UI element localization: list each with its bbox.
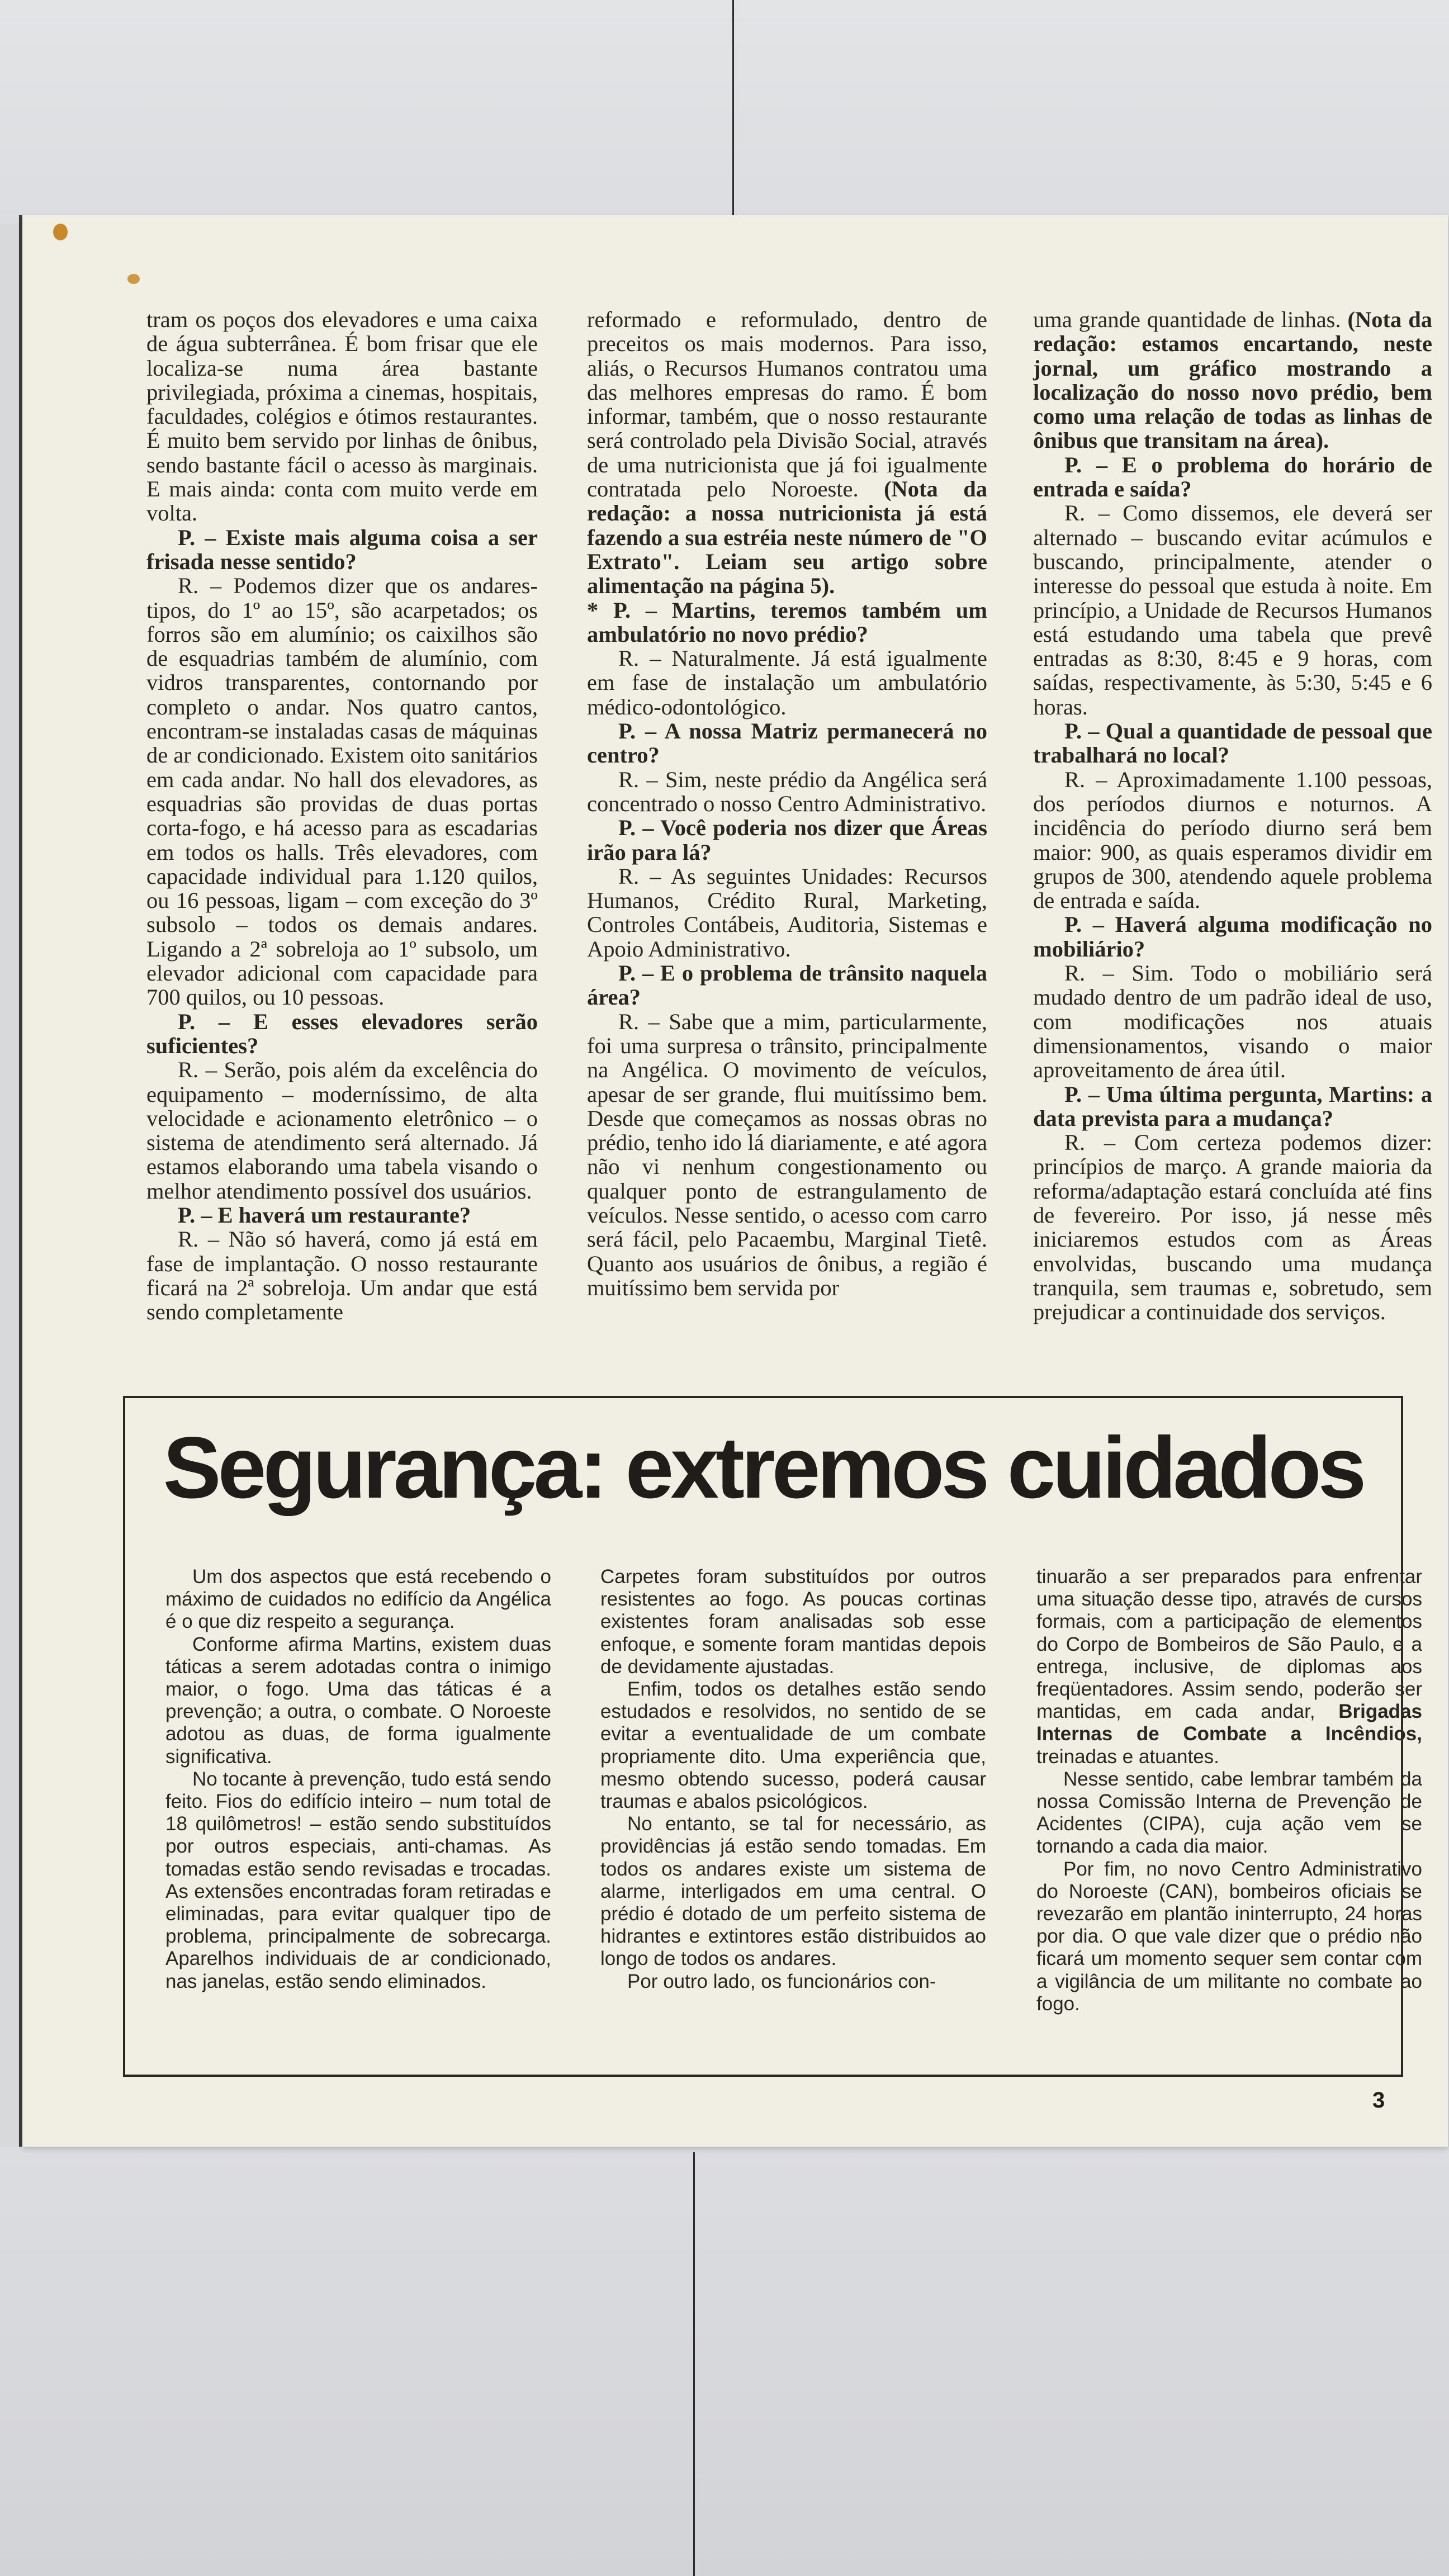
question-text: P. – A nossa Matriz permanecerá no centro? (587, 718, 987, 768)
paragraph (587, 864, 987, 961)
column-2-opening (587, 307, 987, 598)
paragraph-text: No entanto, se tal for necessário, as providências já estão sendo tomadas. Em todos os andares existe um sistema de alarme, interligados em uma central. O prédio é dotado de um perfeito sistema de hidrantes e extintores estão distribuidos ao longo de todos os andares. (600, 1813, 986, 1970)
box-column-1 (165, 1566, 551, 1993)
paragraph (587, 1010, 987, 1300)
paragraph (146, 1010, 538, 1058)
question-text: P. – Uma última pergunta, Martins: a data prevista para a mudança? (1033, 1081, 1432, 1131)
paragraph-text: Nesse sentido, cabe lembrar também da nossa Comissão Interna de Prevenção de Acidentes (CIPA), cuja ação vem se tornando a cada dia maior. (1036, 1768, 1422, 1858)
paragraph (146, 574, 538, 1009)
box-column-3-opening (1036, 1566, 1422, 1768)
article-column-3 (1033, 307, 1432, 1324)
question-text: P. – E o problema de trânsito naquela área? (587, 960, 987, 1010)
paragraph (600, 1971, 986, 1993)
question-text: P. – Qual a quantidade de pessoal que trabalhará no local? (1033, 718, 1432, 768)
paragraph (1033, 961, 1432, 1082)
box-column-2 (600, 1566, 986, 1993)
paragraph (146, 525, 538, 574)
paragraph-text: Conforme afirma Martins, existem duas táticas a serem adotadas contra o inimigo maior, o fogo. Uma das táticas é a prevenção; a outra, o combate. O Noroeste adotou as duas, de forma igualmente significativa. (165, 1633, 551, 1768)
paragraph-text: Por outro lado, os funcionários con- (627, 1970, 936, 1992)
paragraph-text: R. – As seguintes Unidades: Recursos Humanos, Crédito Rural, Marketing, Controles Contábeis, Auditoria, Sistemas e Apoio Administrativo. (587, 863, 987, 962)
paragraph-text: R. – Sabe que a mim, particularmente, foi uma surpresa o trânsito, principalmente na Angélica. O movimento de veículos, apesar de ser grande, flui muitíssimo bem. Desde que começamos as nossas obras no prédio, tenho ido lá diariamente, e até agora não vi nenhum congestionamento ou qualquer ponto de estrangulamento de veículos. Nesse sentido, o acesso com carro será fácil, pelo Pacaembu, Marginal Tietê. Quanto aos usuários de ônibus, a região é muitíssimo bem servida por (587, 1008, 987, 1300)
paragraph (1033, 768, 1432, 913)
question-text: P. – Você poderia nos dizer que Áreas irão para lá? (587, 815, 987, 865)
paragraph (165, 1566, 551, 1633)
paragraph (146, 1058, 538, 1203)
paragraph-text: R. – Serão, pois além da excelência do equipamento – moderníssimo, de alta velocidade e acionamento eletrônico – o sistema de atendimento será alternado. Já estamos elaborando uma tabela visando o melhor atendimento possível dos usuários. (146, 1057, 538, 1204)
paragraph (1033, 912, 1432, 961)
question-text: P. – Existe mais alguma coisa a ser frisada nesse sentido? (146, 524, 538, 574)
question-text: P. – E haverá um restaurante? (178, 1202, 471, 1228)
paragraph (1033, 501, 1432, 719)
paragraph (165, 1633, 551, 1768)
question-text: * P. – Martins, teremos também um ambulatório no novo prédio? (587, 597, 987, 647)
paragraph-text: Carpetes foram substituídos por outros resistentes ao fogo. As poucas cortinas existentes foram analisadas sob esse enfoque, e somente foram mantidas depois de devidamente ajustadas. (600, 1566, 986, 1678)
paragraph-text: R. – Com certeza podemos dizer: princípios de março. A grande maioria da reforma/adaptação estará concluída até fins de fevereiro. Por isso, já nesse mês iniciaremos estudos com as Áreas envolvidas, buscando uma mudança tranquila, sem traumas e, sobretudo, sem prejudicar a continuidade dos serviços. (1033, 1130, 1432, 1325)
paragraph (1033, 453, 1432, 501)
question-text: P. – Haverá alguma modificação no mobiliário? (1033, 912, 1432, 962)
wall-divider-line-lower (693, 2152, 695, 2576)
paragraph (1036, 1768, 1422, 1858)
paragraph-text: R. – Como dissemos, ele deverá ser alternado – buscando evitar acúmulos e buscando, principalmente, atender o interesse do pessoal que estuda à noite. Em princípio, a Unidade de Recursos Humanos está estudando uma tabela que prevê entradas as 8:30, 8:45 e 9 horas, com saídas, respectivamente, às 5:30, 5:45 e 6 horas. (1033, 500, 1432, 719)
wall-background-top (0, 0, 1449, 224)
column-2-opening-text: reformado e reformulado, dentro de preceitos os mais modernos. Para isso, aliás, o Recursos Humanos contratou uma das melhores empresas do ramo. É bom informar, também, que o nosso restaurante será controlado pela Divisão Social, através de uma nutricionista que já foi igualmente contratada pelo Noroeste. (587, 307, 987, 502)
rust-stain (53, 224, 68, 240)
editor-note-map: (Nota da redação: estamos encartando, neste jornal, um gráfico mostrando a localização do nosso novo prédio, bem como uma relação de todas as linhas de ônibus que transitam na área). (1033, 307, 1432, 453)
editor-note-nutrition: (Nota da redação: a nossa nutricionista já está fazendo a sua estréia neste número de "O Extrato". Leiam seu artigo sobre alimentação na página 5). (587, 476, 988, 599)
security-headline: Segurança: extremos cuidados (163, 1419, 1363, 1517)
paragraph (165, 1768, 551, 1993)
paragraph (146, 1227, 538, 1324)
paragraph-text: Por fim, no novo Centro Administrativo do Noroeste (CAN), bombeiros oficiais se revezarão em plantão ininterrupto, 24 horas por dia. O que vale dizer que o prédio não ficará um momento sequer sem contar com a vigilância de um militante no combate ao fogo. (1036, 1858, 1422, 2015)
wall-divider-line (732, 0, 734, 224)
paragraph-text: R. – Não só haverá, como já está em fase de implantação. O nosso restaurante ficará na 2ª sobreloja. Um andar que está sendo completamente (146, 1227, 538, 1325)
paragraph (600, 1678, 986, 1813)
column-3-opening (1033, 307, 1432, 453)
rust-stain-small (127, 274, 140, 284)
paragraph-text: R. – Sim, neste prédio da Angélica será concentrado o nosso Centro Administrativo. (587, 766, 987, 816)
box-col3-text-a: tinuarão a ser preparados para enfrentar uma situação desse tipo, através de cursos formais, com a participação de elementos do Corpo de Bombeiros de São Paulo, e a entrega, inclusive, de diplomas aos freqüentadores. Assim sendo, poderão ser mantidas, em cada andar, (1036, 1566, 1422, 1723)
paragraph (600, 1566, 986, 1678)
paragraph-text: Enfim, todos os detalhes estão sendo estudados e resolvidos, no sentido de se evitar a eventualidade de um combate propriamente dito. Uma experiência que, mesmo obtendo sucesso, poderá causar traumas e abalos psicológicos. (600, 1678, 986, 1813)
paragraph (600, 1813, 986, 1970)
brigadas-bold-text: Brigadas Internas de Combate a Incêndios, (1036, 1701, 1422, 1745)
question-text: P. – E o problema do horário de entrada e saída? (1033, 452, 1432, 502)
paragraph-text: R. – Podemos dizer que os andares-tipos, do 1º ao 15º, são acarpetados; os forros são em alumínio; os caixilhos são de esquadrias também de alumínio, com vidros transparentes, contornando por completo o andar. Nos quatro cantos, encontram-se instaladas casas de máquinas de ar condicionado. Existem oito sanitários em cada andar. No hall dos elevadores, as esquadrias são providas de duas portas corta-fogo, e há acesso para as escadarias em todos os halls. Três elevadores, com capacidade individual para 1.120 quilos, ou 16 pessoas, ligam – com exceção do 3º subsolo – todos os demais andares. Ligando a 2ª sobreloja ao 1º subsolo, um elevador adicional com capacidade para 700 quilos, ou 10 pessoas. (146, 573, 538, 1010)
paragraph (1033, 1082, 1432, 1131)
paragraph-text: Um dos aspectos que está recebendo o máximo de cuidados no edifício da Angélica é o que diz respeito a segurança. (165, 1566, 551, 1633)
question-text: P. – E esses elevadores serão suficientes? (146, 1008, 538, 1058)
paragraph (587, 598, 987, 647)
paragraph (1033, 719, 1432, 768)
paragraph (587, 816, 987, 864)
security-box (123, 1396, 1422, 2077)
paragraph (587, 768, 987, 816)
paragraph (587, 719, 987, 768)
box-column-3 (1036, 1566, 1422, 2015)
newspaper-page (22, 215, 1448, 2147)
paragraph (1036, 1858, 1422, 2015)
paragraph-text: No tocante à prevenção, tudo está sendo feito. Fios do edifício inteiro – num total de 18 quilômetros! – estão sendo substituídos por outros especiais, anti-chamas. As tomadas estão sendo revisadas e trocadas. As extensões encontradas foram retiradas e eliminadas, para evitar qualquer tipo de problema, principalmente de sobrecarga. Aparelhos individuais de ar condicionado, nas janelas, estão sendo eliminados. (165, 1768, 551, 1992)
paragraph (587, 961, 987, 1010)
paragraph (1033, 1130, 1432, 1324)
page-number: 3 (1372, 2088, 1385, 2113)
paragraph-text: R. – Sim. Todo o mobiliário será mudado dentro de um padrão ideal de uso, com modificações nos atuais dimensionamentos, visando o maior aproveitamento de área útil. (1033, 960, 1432, 1083)
paragraph-text: R. – Naturalmente. Já está igualmente em fase de instalação um ambulatório médico-odontológico. (587, 646, 987, 719)
paragraph-text: tram os poços dos elevadores e uma caixa de água subterrânea. É bom frisar que ele localiza-se numa área bastante privilegiada, próxima a cinemas, hospitais, faculdades, colégios e ótimos restaurantes. É muito bem servido por linhas de ônibus, sendo bastante fácil o acesso às marginais. E mais ainda: conta com muito verde em volta. (146, 307, 538, 526)
article-column-1 (146, 307, 538, 1324)
box-col3-text-b: treinadas e atuantes. (1036, 1745, 1219, 1768)
paragraph (146, 307, 538, 525)
paragraph (146, 1203, 538, 1227)
article-column-2 (587, 307, 987, 1300)
wall-background-bottom (0, 2147, 1449, 2576)
column-3-opening-text: uma grande quantidade de linhas. (1033, 307, 1341, 332)
paragraph (587, 646, 987, 719)
paragraph-text: R. – Aproximadamente 1.100 pessoas, dos períodos diurnos e noturnos. A incidência do período diurno será bem maior: 900, as quais esperamos dividir em grupos de 300, atendendo aquele problema de entrada e saída. (1033, 766, 1432, 913)
